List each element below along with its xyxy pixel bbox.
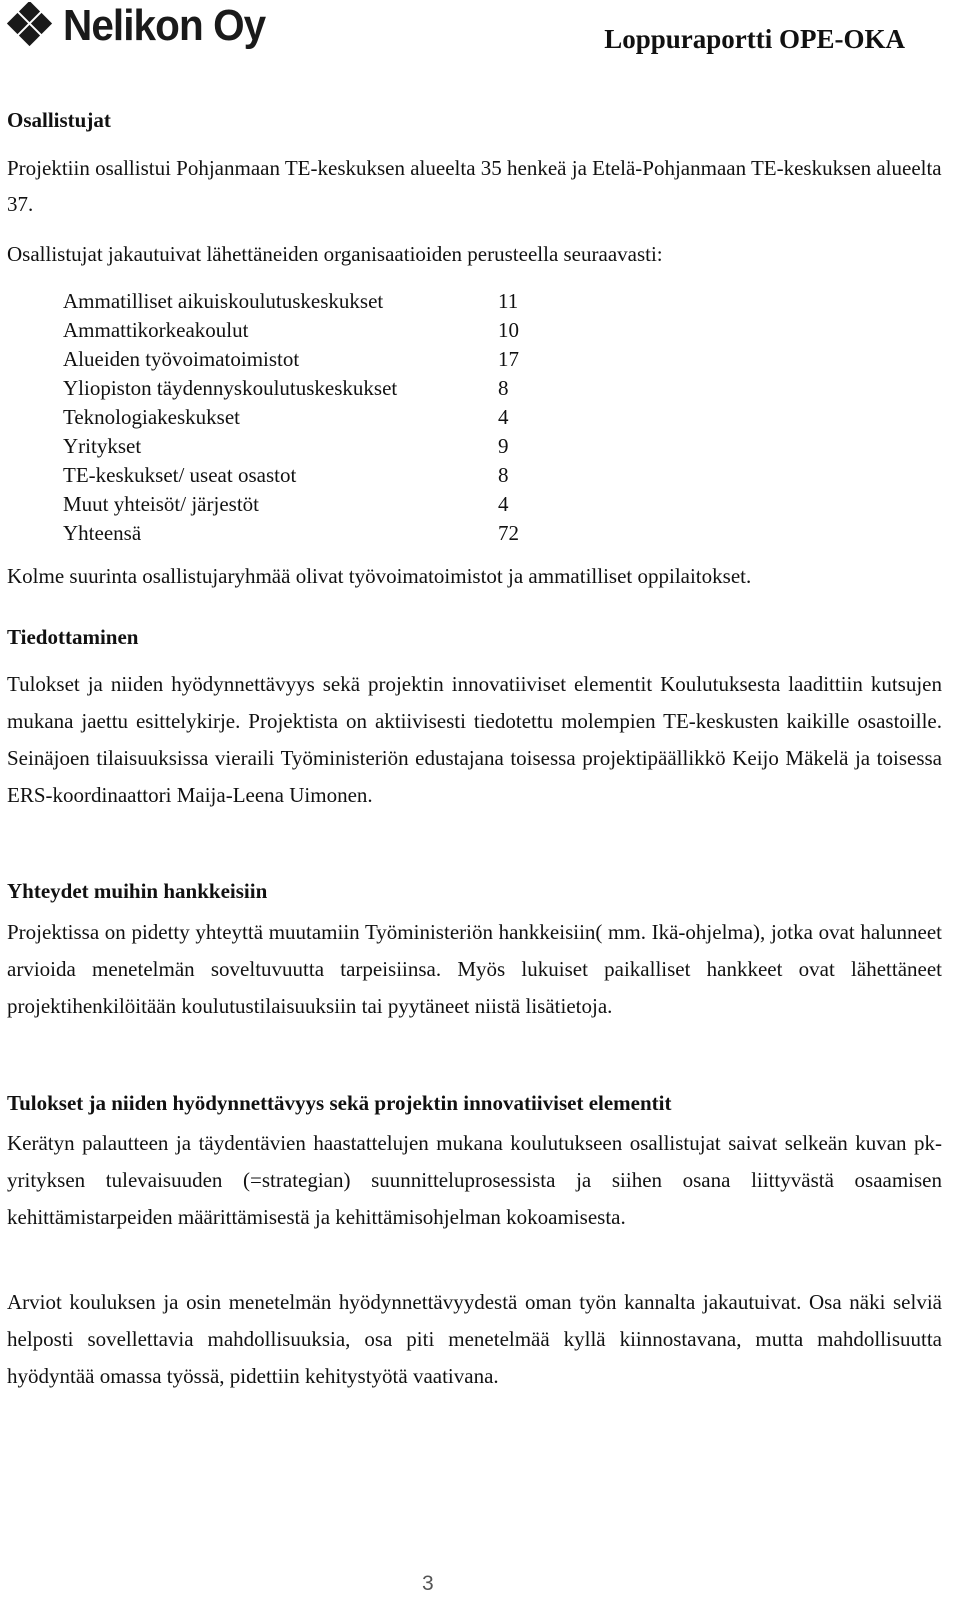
- table-row: [63, 490, 519, 519]
- category-name: TE-keskukset/ useat osastot: [63, 463, 297, 487]
- section-heading-connections: Yhteydet muihin hankkeisiin: [7, 879, 268, 903]
- table-row: [63, 403, 519, 432]
- table-row: [63, 432, 519, 461]
- report-title: Loppuraportti OPE-OKA: [604, 24, 905, 54]
- page-number: 3: [422, 1572, 434, 1595]
- category-count: 4: [498, 405, 509, 429]
- category-name: Yritykset: [63, 434, 142, 458]
- category-count: 9: [498, 434, 509, 458]
- category-count: 4: [498, 492, 509, 516]
- section-heading-results: Tulokset ja niiden hyödynnettävyys sekä projektin innovatiiviset elementit: [7, 1091, 672, 1115]
- table-row: [63, 345, 519, 374]
- category-count: 17: [498, 347, 519, 371]
- connections-paragraph: Projektissa on pidetty yhteyttä muutamiin Työministeriön hankkeisiin( mm. Ikä-ohjelma), jotka ovat halunneet arvioida menetelmän soveltuvuutta tarpeisiinsa. Myös lukuiset paikalliset hankkeet ovat lähettäneet projektihenkilöitään koulutustilaisuuksiin tai pyytäneet niistä lisätietoja.: [7, 920, 942, 1018]
- participant-category-table: [63, 287, 519, 548]
- category-count: 8: [498, 376, 509, 400]
- company-logo: [6, 2, 276, 56]
- category-name: Ammatilliset aikuiskoulutuskeskukset: [63, 289, 384, 313]
- table-row: [63, 316, 519, 345]
- participants-paragraph-1: Projektiin osallistui Pohjanmaan TE-keskuksen alueelta 35 henkeä ja Etelä-Pohjanmaan TE-keskuksen alueelta 37.: [7, 156, 942, 216]
- table-row-total: [63, 519, 519, 548]
- category-count: 11: [498, 289, 519, 313]
- logo-diamonds-icon: [6, 2, 58, 50]
- category-name: Muut yhteisöt/ järjestöt: [63, 492, 259, 516]
- category-name: Teknologiakeskukset: [63, 405, 240, 429]
- category-count: 8: [498, 463, 509, 487]
- table-row: [63, 374, 519, 403]
- table-row: [63, 287, 519, 316]
- section-heading-participants: Osallistujat: [7, 108, 111, 132]
- participants-paragraph-2: Osallistujat jakautuivat lähettäneiden organisaatioiden perusteella seuraavasti:: [7, 242, 663, 266]
- communication-paragraph: Tulokset ja niiden hyödynnettävyys sekä projektin innovatiiviset elementit Koulutuksesta laadittiin kutsujen mukana jaettu esittelykirje. Projektista on aktiivisesti tiedotettu molempien TE-keskusten kaikille osastoille. Seinäjoen tilaisuuksissa vieraili Työministeriön edustajana toisessa projektipäällikkö Keijo Mäkelä ja toisessa ERS-koordinaattori Maija-Leena Uimonen.: [7, 672, 942, 807]
- category-name: Yliopiston täydennyskoulutuskeskukset: [63, 376, 398, 400]
- logo-text: Nelikon Oy: [63, 1, 266, 50]
- category-name: Ammattikorkeakoulut: [63, 318, 249, 342]
- results-paragraph-2: Arviot kouluksen ja osin menetelmän hyödynnettävyydestä oman työn kannalta jakautuivat. Osa näki selviä helposti sovellettavia mahdollisuuksia, osa piti menetelmää kyllä kiinnostavana, mutta mahdollisuutta hyödyntää omassa työssä, pidettiin kehitystyötä vaativana.: [7, 1290, 942, 1388]
- table-row: [63, 461, 519, 490]
- participants-summary: Kolme suurinta osallistujaryhmää olivat työvoimatoimistot ja ammatilliset oppilaitokset.: [7, 564, 752, 588]
- results-paragraph-1: Kerätyn palautteen ja täydentävien haastattelujen mukana koulutukseen osallistujat saivat selkeän kuvan pk-yrityksen tulevaisuuden (=strategian) suunnitteluprosessista ja siihen osana liittyvästä osaamisen kehittämistarpeiden määrittämisestä ja kehittämisohjelman kokoamisesta.: [7, 1131, 942, 1229]
- category-count: 10: [498, 318, 519, 342]
- category-name: Alueiden työvoimatoimistot: [63, 347, 300, 371]
- section-heading-communication: Tiedottaminen: [7, 625, 139, 649]
- category-count: 72: [498, 521, 519, 545]
- category-name: Yhteensä: [63, 521, 142, 545]
